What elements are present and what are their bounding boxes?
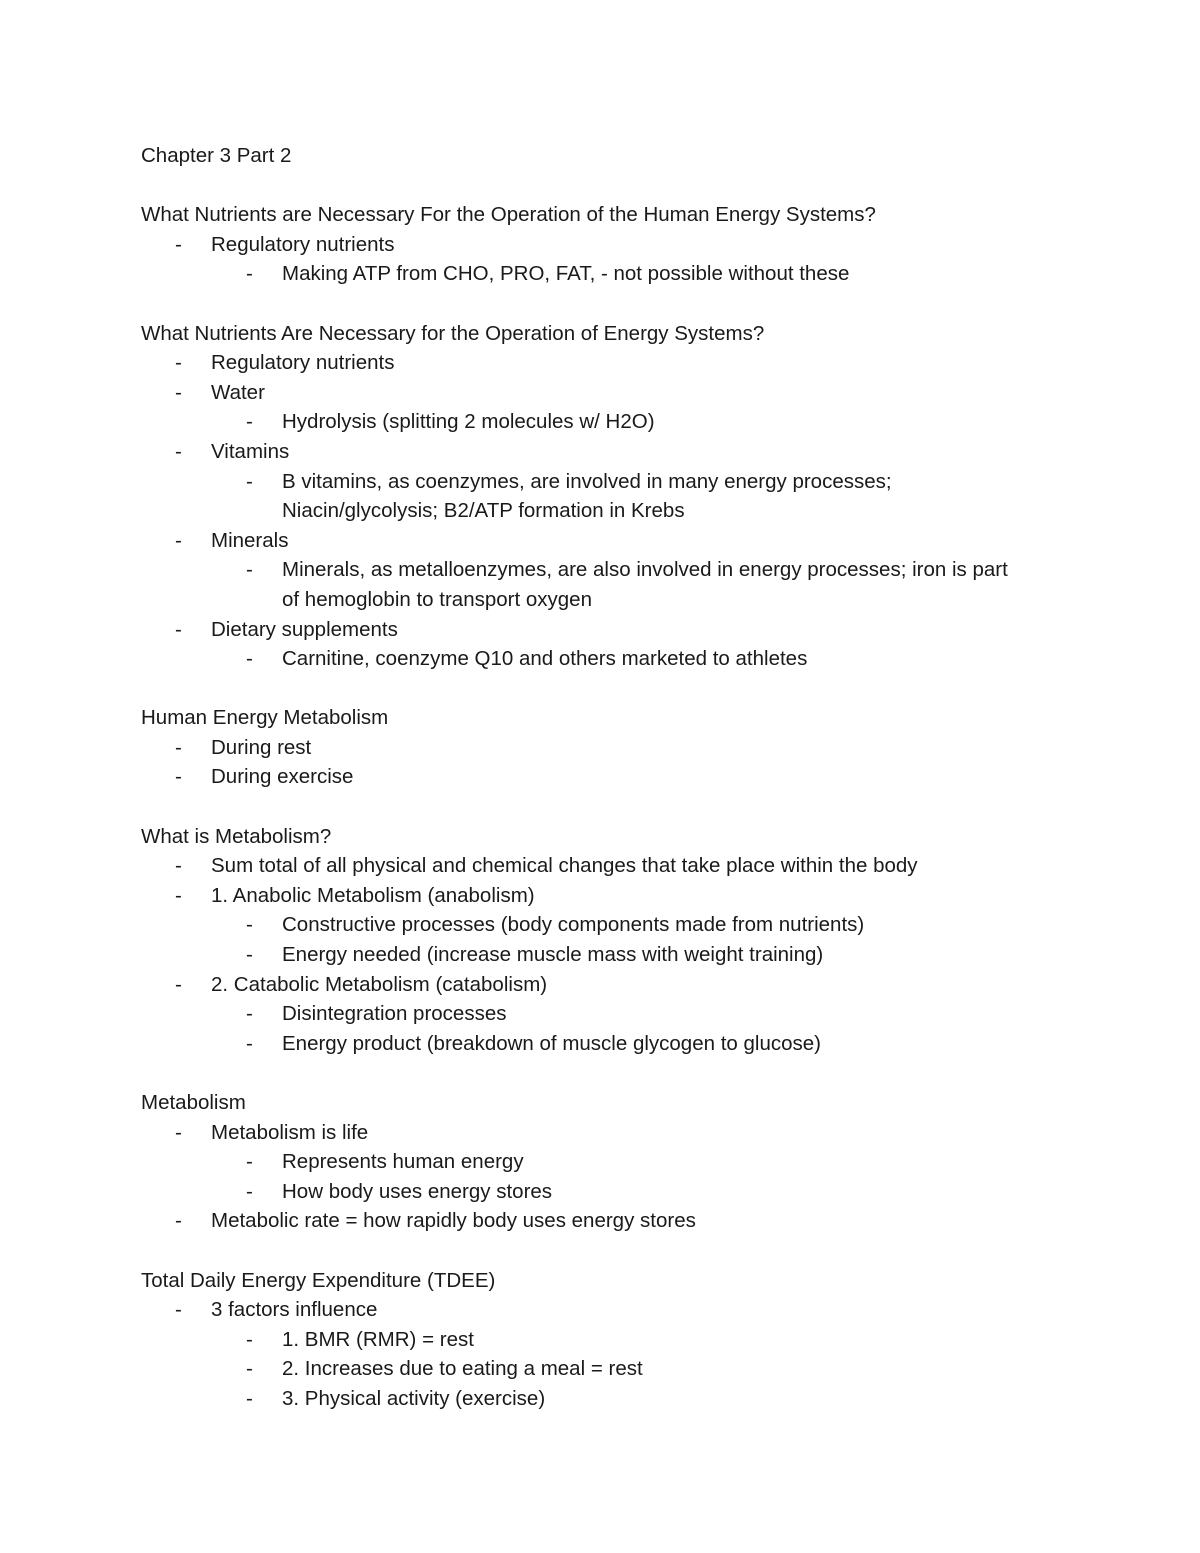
bullet-dash: - — [175, 1120, 182, 1144]
bullet-dash: - — [175, 439, 182, 463]
bullet-dash: - — [175, 972, 182, 996]
list-item — [141, 615, 1081, 645]
document-body — [141, 141, 1081, 1414]
list-item — [141, 437, 1081, 467]
bullet-text: Minerals, as metalloenzymes, are also involved in energy processes; iron is part — [282, 558, 1008, 582]
bullet-dash: - — [246, 262, 253, 286]
section-heading: Human Energy Metabolism — [141, 706, 389, 730]
bullet-text: 3 factors influence — [211, 1298, 378, 1322]
sub-list-item-continuation: of hemoglobin to transport oxygen — [282, 587, 592, 611]
sub-list-item — [141, 1177, 1081, 1207]
sub-list-item — [141, 999, 1081, 1029]
bullet-dash: - — [175, 765, 182, 789]
sub-list-item — [141, 467, 1081, 497]
list-item — [141, 1118, 1081, 1148]
bullet-dash: - — [246, 1179, 253, 1203]
sub-list-item — [141, 1147, 1081, 1177]
list-item — [141, 733, 1081, 763]
bullet-dash: - — [175, 351, 182, 375]
bullet-text: Making ATP from CHO, PRO, FAT, - not possible without these — [282, 262, 850, 286]
sub-list-item — [141, 407, 1081, 437]
bullet-text: During rest — [211, 735, 312, 759]
bullet-dash: - — [175, 735, 182, 759]
sub-list-item — [141, 940, 1081, 970]
sub-list-item — [141, 259, 1081, 289]
bullet-text: Regulatory nutrients — [211, 232, 395, 256]
sub-list-item — [141, 1325, 1081, 1355]
bullet-text: 2. Increases due to eating a meal = rest — [282, 1357, 643, 1381]
blank-line — [141, 1058, 1081, 1088]
bullet-dash: - — [175, 617, 182, 641]
bullet-dash: - — [175, 854, 182, 878]
bullet-text: Constructive processes (body components made from nutrients) — [282, 913, 865, 937]
list-item — [141, 970, 1081, 1000]
bullet-text: 1. Anabolic Metabolism (anabolism) — [211, 883, 535, 907]
bullet-dash: - — [246, 1002, 253, 1026]
bullet-dash: - — [175, 380, 182, 404]
bullet-dash: - — [246, 558, 253, 582]
bullet-dash: - — [246, 469, 253, 493]
bullet-text: Dietary supplements — [211, 617, 398, 641]
section-heading: Total Daily Energy Expenditure (TDEE) — [141, 1268, 496, 1292]
sub-list-item — [141, 1029, 1081, 1059]
list-item — [141, 881, 1081, 911]
sub-list-item — [141, 1354, 1081, 1384]
bullet-text: 3. Physical activity (exercise) — [282, 1386, 546, 1410]
bullet-text: Represents human energy — [282, 1150, 524, 1174]
bullet-text: Energy needed (increase muscle mass with weight training) — [282, 943, 824, 967]
bullet-text: B vitamins, as coenzymes, are involved in many energy processes; — [282, 469, 892, 493]
sub-list-item-continuation: Niacin/glycolysis; B2/ATP formation in Krebs — [282, 499, 685, 523]
list-item — [141, 1295, 1081, 1325]
sections-container — [141, 171, 1081, 1414]
bullet-text: How body uses energy stores — [282, 1179, 553, 1203]
bullet-text: Energy product (breakdown of muscle glycogen to glucose) — [282, 1031, 821, 1055]
section-heading: What Nutrients are Necessary For the Operation of the Human Energy Systems? — [141, 203, 876, 227]
bullet-text: Minerals — [211, 528, 289, 552]
bullet-dash: - — [175, 1298, 182, 1322]
sub-list-item — [141, 555, 1081, 585]
document-title: Chapter 3 Part 2 — [141, 144, 292, 167]
section-heading: What is Metabolism? — [141, 824, 332, 848]
bullet-dash: - — [246, 1150, 253, 1174]
blank-line — [141, 1236, 1081, 1266]
sub-list-item — [141, 910, 1081, 940]
bullet-dash: - — [246, 1031, 253, 1055]
list-item — [141, 348, 1081, 378]
list-item — [141, 1206, 1081, 1236]
bullet-dash: - — [246, 1386, 253, 1410]
section-heading: What Nutrients Are Necessary for the Operation of Energy Systems? — [141, 321, 765, 345]
bullet-text: Water — [211, 380, 265, 404]
bullet-text: Carnitine, coenzyme Q10 and others marketed to athletes — [282, 647, 808, 671]
bullet-text: Vitamins — [211, 439, 290, 463]
list-item — [141, 851, 1081, 881]
blank-line — [141, 289, 1081, 319]
bullet-dash: - — [246, 1357, 253, 1381]
section-heading: Metabolism — [141, 1091, 246, 1114]
bullet-dash: - — [175, 1209, 182, 1233]
bullet-dash: - — [246, 943, 253, 967]
bullet-dash: - — [246, 410, 253, 434]
blank-line — [141, 171, 1081, 201]
sub-list-item — [141, 1384, 1081, 1414]
list-item — [141, 762, 1081, 792]
bullet-dash: - — [246, 913, 253, 937]
bullet-text: Metabolism is life — [211, 1120, 369, 1144]
bullet-text: During exercise — [211, 765, 354, 789]
list-item — [141, 378, 1081, 408]
bullet-text: Sum total of all physical and chemical changes that take place within the body — [211, 854, 918, 878]
bullet-text: Disintegration processes — [282, 1002, 507, 1026]
list-item — [141, 230, 1081, 260]
bullet-text: 1. BMR (RMR) = rest — [282, 1327, 474, 1351]
sub-list-item — [141, 644, 1081, 674]
bullet-dash: - — [246, 647, 253, 671]
bullet-text: 2. Catabolic Metabolism (catabolism) — [211, 972, 548, 996]
blank-line — [141, 674, 1081, 704]
bullet-text: Hydrolysis (splitting 2 molecules w/ H2O) — [282, 410, 655, 434]
bullet-text: Regulatory nutrients — [211, 351, 395, 375]
bullet-dash: - — [175, 883, 182, 907]
blank-line — [141, 792, 1081, 822]
bullet-dash: - — [246, 1327, 253, 1351]
bullet-dash: - — [175, 232, 182, 256]
bullet-text: Metabolic rate = how rapidly body uses energy stores — [211, 1209, 696, 1233]
bullet-dash: - — [175, 528, 182, 552]
list-item — [141, 526, 1081, 556]
